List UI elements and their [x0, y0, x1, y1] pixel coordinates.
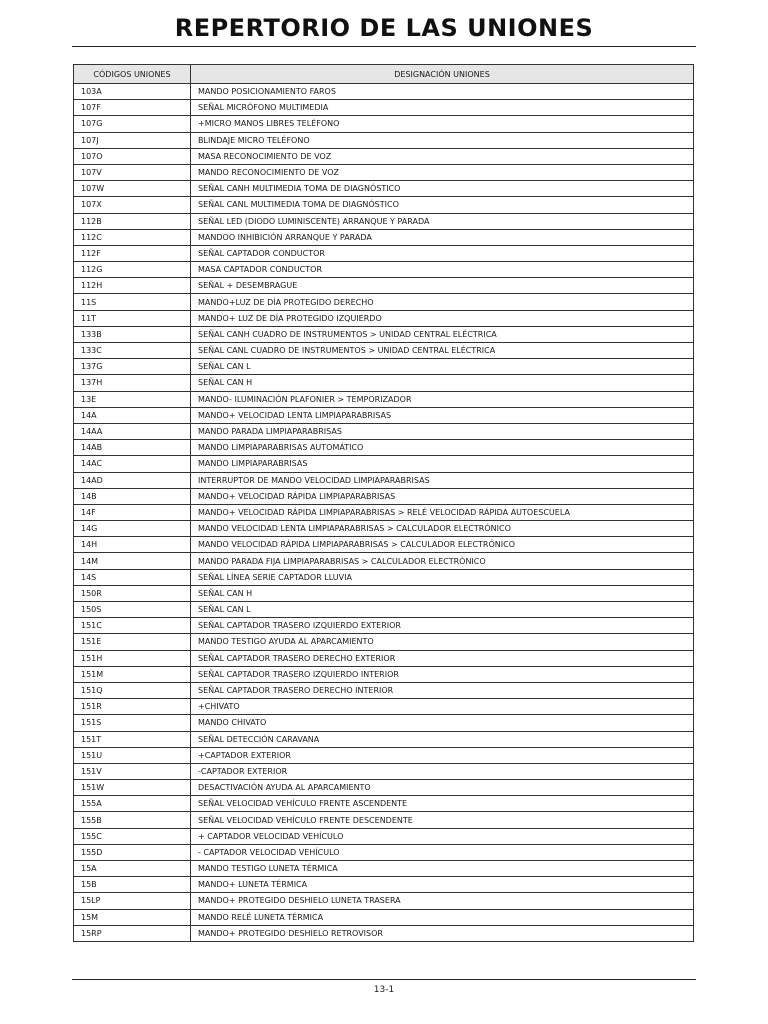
join-designation-cell: MANDO TESTIGO AYUDA AL APARCAMIENTO — [191, 634, 694, 650]
join-code-cell: 155C — [74, 828, 191, 844]
table-row — [74, 602, 694, 618]
join-code-cell: 112H — [74, 278, 191, 294]
table-row — [74, 504, 694, 520]
join-designation-cell: MANDO- ILUMINACIÓN PLAFONIER > TEMPORIZADOR — [191, 391, 694, 407]
table-row — [74, 407, 694, 423]
join-code-cell: 151W — [74, 780, 191, 796]
join-designation-cell: SEÑAL VELOCIDAD VEHÍCULO FRENTE ASCENDENTE — [191, 796, 694, 812]
join-designation-cell: SEÑAL MICRÓFONO MULTIMEDIA — [191, 100, 694, 116]
join-code-cell: 14S — [74, 569, 191, 585]
table-row — [74, 229, 694, 245]
join-code-cell: 112F — [74, 245, 191, 261]
join-code-cell: 14AA — [74, 423, 191, 439]
footer-divider — [72, 979, 696, 980]
page-number: 13-1 — [373, 985, 395, 995]
table-row — [74, 181, 694, 197]
table-row — [74, 796, 694, 812]
join-designation-cell: MANDO TESTIGO LUNETA TÉRMICA — [191, 861, 694, 877]
join-code-cell: 107O — [74, 148, 191, 164]
join-code-cell: 151H — [74, 650, 191, 666]
join-designation-cell: SEÑAL CAN H — [191, 585, 694, 601]
join-designation-cell: MANDO+ VELOCIDAD RÁPIDA LIMPIAPARABRISAS > RELÉ VELOCIDAD RÁPIDA AUTOESCUELA — [191, 504, 694, 520]
join-code-cell: 151T — [74, 731, 191, 747]
table-row — [74, 634, 694, 650]
table-row — [74, 569, 694, 585]
join-designation-cell: SEÑAL CAN H — [191, 375, 694, 391]
table-row — [74, 521, 694, 537]
join-designation-cell: SEÑAL LÍNEA SERIE CAPTADOR LLUVIA — [191, 569, 694, 585]
join-designation-cell: +MICRO MANOS LIBRES TELÉFONO — [191, 116, 694, 132]
join-code-cell: 13E — [74, 391, 191, 407]
join-code-cell: 107J — [74, 132, 191, 148]
table-row — [74, 359, 694, 375]
join-designation-cell: - CAPTADOR VELOCIDAD VEHÍCULO — [191, 844, 694, 860]
table-row — [74, 213, 694, 229]
join-designation-cell: MANDO+ VELOCIDAD LENTA LIMPIAPARABRISAS — [191, 407, 694, 423]
join-designation-cell: SEÑAL CAN L — [191, 359, 694, 375]
join-designation-cell: SEÑAL VELOCIDAD VEHÍCULO FRENTE DESCENDENTE — [191, 812, 694, 828]
join-code-cell: 151Q — [74, 682, 191, 698]
join-designation-cell: BLINDAJE MICRO TELÉFONO — [191, 132, 694, 148]
join-code-cell: 15RP — [74, 925, 191, 941]
table-row — [74, 828, 694, 844]
join-code-cell: 14H — [74, 537, 191, 553]
table-row — [74, 715, 694, 731]
join-designation-cell: MASA CAPTADOR CONDUCTOR — [191, 262, 694, 278]
join-designation-cell: SEÑAL CANH CUADRO DE INSTRUMENTOS > UNIDAD CENTRAL ELÉCTRICA — [191, 326, 694, 342]
join-designation-cell: SEÑAL DETECCIÓN CARAVANA — [191, 731, 694, 747]
table-row — [74, 861, 694, 877]
join-code-cell: 155D — [74, 844, 191, 860]
join-code-cell: 14G — [74, 521, 191, 537]
join-designation-cell: + CAPTADOR VELOCIDAD VEHÍCULO — [191, 828, 694, 844]
join-code-cell: 151R — [74, 699, 191, 715]
table-row — [74, 294, 694, 310]
join-code-cell: 11S — [74, 294, 191, 310]
join-designation-cell: SEÑAL CANH MULTIMEDIA TOMA DE DIAGNÓSTICO — [191, 181, 694, 197]
table-row — [74, 488, 694, 504]
join-code-cell: 14AB — [74, 440, 191, 456]
join-designation-cell: SEÑAL CAPTADOR TRASERO IZQUIERDO INTERIOR — [191, 666, 694, 682]
table-row — [74, 893, 694, 909]
table-row — [74, 650, 694, 666]
table-row — [74, 553, 694, 569]
join-designation-cell: SEÑAL CANL MULTIMEDIA TOMA DE DIAGNÓSTICO — [191, 197, 694, 213]
table-row — [74, 877, 694, 893]
join-code-cell: 15M — [74, 909, 191, 925]
join-designation-cell: SEÑAL CAN L — [191, 602, 694, 618]
join-designation-cell: -CAPTADOR EXTERIOR — [191, 763, 694, 779]
join-designation-cell: MASA RECONOCIMIENTO DE VOZ — [191, 148, 694, 164]
table-row — [74, 132, 694, 148]
join-code-cell: 137H — [74, 375, 191, 391]
table-row — [74, 699, 694, 715]
join-code-cell: 155B — [74, 812, 191, 828]
join-code-cell: 107F — [74, 100, 191, 116]
join-designation-cell: MANDO POSICIONAMIENTO FAROS — [191, 84, 694, 100]
table-row — [74, 326, 694, 342]
join-code-cell: 15LP — [74, 893, 191, 909]
join-code-cell: 14AC — [74, 456, 191, 472]
table-row — [74, 164, 694, 180]
join-code-cell: 112C — [74, 229, 191, 245]
table-row — [74, 375, 694, 391]
join-designation-cell: MANDO+ PROTEGIDO DESHIELO LUNETA TRASERA — [191, 893, 694, 909]
table-row — [74, 262, 694, 278]
join-designation-cell: MANDO LIMPIAPARABRISAS AUTOMÁTICO — [191, 440, 694, 456]
table-row — [74, 812, 694, 828]
table-row — [74, 116, 694, 132]
join-code-cell: 11T — [74, 310, 191, 326]
table-row — [74, 310, 694, 326]
table-row — [74, 909, 694, 925]
header-codes: CÓDIGOS UNIONES — [74, 65, 191, 84]
join-code-cell: 151V — [74, 763, 191, 779]
join-designation-cell: SEÑAL + DESEMBRAGUE — [191, 278, 694, 294]
table-row — [74, 148, 694, 164]
join-code-cell: 133B — [74, 326, 191, 342]
table-row — [74, 456, 694, 472]
table-row — [74, 472, 694, 488]
table-row — [74, 100, 694, 116]
table-header-row — [74, 65, 694, 84]
table-row — [74, 618, 694, 634]
join-designation-cell: SEÑAL CANL CUADRO DE INSTRUMENTOS > UNIDAD CENTRAL ELÉCTRICA — [191, 343, 694, 359]
join-code-cell: 112G — [74, 262, 191, 278]
join-designation-cell: INTERRUPTOR DE MANDO VELOCIDAD LIMPIAPARABRISAS — [191, 472, 694, 488]
table-row — [74, 391, 694, 407]
join-designation-cell: DESACTIVACIÓN AYUDA AL APARCAMIENTO — [191, 780, 694, 796]
join-designation-cell: SEÑAL CAPTADOR TRASERO IZQUIERDO EXTERIOR — [191, 618, 694, 634]
join-code-cell: 151E — [74, 634, 191, 650]
join-designation-cell: SEÑAL CAPTADOR CONDUCTOR — [191, 245, 694, 261]
table-row — [74, 84, 694, 100]
join-code-cell: 150R — [74, 585, 191, 601]
join-designation-cell: MANDO VELOCIDAD LENTA LIMPIAPARABRISAS > CALCULADOR ELECTRÓNICO — [191, 521, 694, 537]
join-code-cell: 151C — [74, 618, 191, 634]
header-designation: DESIGNACIÓN UNIONES — [191, 65, 694, 84]
join-designation-cell: MANDO+ LUNETA TÉRMICA — [191, 877, 694, 893]
join-designation-cell: MANDO RECONOCIMIENTO DE VOZ — [191, 164, 694, 180]
table-row — [74, 844, 694, 860]
join-code-cell: 103A — [74, 84, 191, 100]
join-code-cell: 14B — [74, 488, 191, 504]
table-row — [74, 763, 694, 779]
table-row — [74, 423, 694, 439]
join-designation-cell: +CAPTADOR EXTERIOR — [191, 747, 694, 763]
join-designation-cell: MANDO PARADA LIMPIAPARABRISAS — [191, 423, 694, 439]
table-row — [74, 747, 694, 763]
page-title: REPERTORIO DE LAS UNIONES — [174, 14, 594, 42]
join-designation-cell: MANDO+ PROTEGIDO DESHIELO RETROVISOR — [191, 925, 694, 941]
join-designation-cell: MANDOO INHIBICIÓN ARRANQUE Y PARADA — [191, 229, 694, 245]
table-row — [74, 440, 694, 456]
table-row — [74, 731, 694, 747]
joins-table — [73, 64, 694, 942]
join-designation-cell: MANDO LIMPIAPARABRISAS — [191, 456, 694, 472]
join-designation-cell: SEÑAL CAPTADOR TRASERO DERECHO EXTERIOR — [191, 650, 694, 666]
join-code-cell: 14M — [74, 553, 191, 569]
join-code-cell: 151U — [74, 747, 191, 763]
table-row — [74, 780, 694, 796]
join-code-cell: 155A — [74, 796, 191, 812]
join-code-cell: 150S — [74, 602, 191, 618]
join-code-cell: 133C — [74, 343, 191, 359]
table-row — [74, 585, 694, 601]
join-code-cell: 15B — [74, 877, 191, 893]
join-designation-cell: MANDO RELÉ LUNETA TÉRMICA — [191, 909, 694, 925]
title-divider — [72, 46, 696, 47]
join-code-cell: 15A — [74, 861, 191, 877]
table-row — [74, 537, 694, 553]
join-designation-cell: MANDO VELOCIDAD RÁPIDA LIMPIAPARABRISAS > CALCULADOR ELECTRÓNICO — [191, 537, 694, 553]
join-designation-cell: +CHIVATO — [191, 699, 694, 715]
table-row — [74, 197, 694, 213]
join-code-cell: 151M — [74, 666, 191, 682]
join-designation-cell: MANDO+ LUZ DE DÍA PROTEGIDO IZQUIERDO — [191, 310, 694, 326]
join-designation-cell: SEÑAL CAPTADOR TRASERO DERECHO INTERIOR — [191, 682, 694, 698]
join-code-cell: 112B — [74, 213, 191, 229]
join-code-cell: 14AD — [74, 472, 191, 488]
join-designation-cell: MANDO+ VELOCIDAD RÁPIDA LIMPIAPARABRISAS — [191, 488, 694, 504]
join-code-cell: 107V — [74, 164, 191, 180]
join-designation-cell: MANDO+LUZ DE DÍA PROTEGIDO DERECHO — [191, 294, 694, 310]
join-code-cell: 107G — [74, 116, 191, 132]
join-designation-cell: MANDO CHIVATO — [191, 715, 694, 731]
join-designation-cell: SEÑAL LED (DIODO LUMINISCENTE) ARRANQUE Y PARADA — [191, 213, 694, 229]
join-designation-cell: MANDO PARADA FIJA LIMPIAPARABRISAS > CALCULADOR ELECTRÓNICO — [191, 553, 694, 569]
join-code-cell: 14F — [74, 504, 191, 520]
join-code-cell: 14A — [74, 407, 191, 423]
join-code-cell: 137G — [74, 359, 191, 375]
table-row — [74, 245, 694, 261]
table-row — [74, 682, 694, 698]
join-code-cell: 151S — [74, 715, 191, 731]
table-row — [74, 278, 694, 294]
join-code-cell: 107W — [74, 181, 191, 197]
table-row — [74, 343, 694, 359]
table-row — [74, 925, 694, 941]
join-code-cell: 107X — [74, 197, 191, 213]
table-row — [74, 666, 694, 682]
